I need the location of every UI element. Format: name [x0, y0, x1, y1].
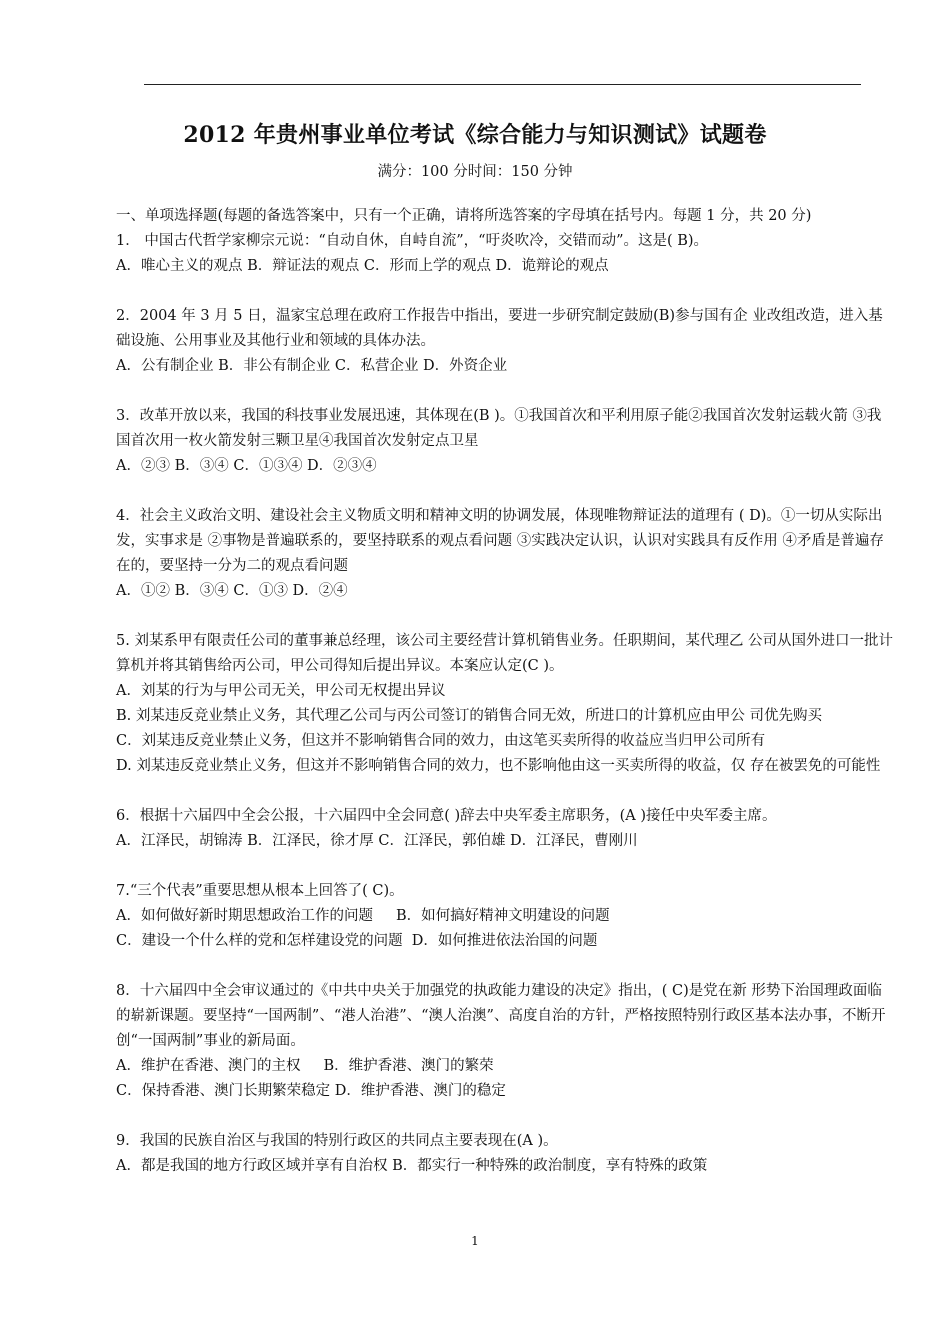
question-option-c: C．刘某违反竞业禁止义务，但这并不影响销售合同的效力，由这笔买卖所得的收益应当归甲公司所有 — [116, 733, 766, 749]
question-text: 2．2004 年 3 月 5 日，温家宝总理在政府工作报告中指出，要进一步研究制定鼓励(B)参与国有企 业改组改造，进入基础设施、公用事业及其他行业和领域的具体办法。 — [116, 308, 883, 349]
document-body — [116, 204, 894, 1179]
question-options-cd: C．建设一个什么样的党和怎样建设党的问题 D．如何推进依法治国的问题 — [116, 933, 598, 949]
header-rule — [144, 84, 861, 85]
section-heading: 一、单项选择题(每题的备选答案中，只有一个正确，请将所选答案的字母填在括号内。每题 1 分，共 20 分) — [116, 208, 812, 224]
question-options-cd: C．保持香港、澳门长期繁荣稳定 D．维护香港、澳门的稳定 — [116, 1083, 506, 1099]
document-title: 2012 年贵州事业单位考试《综合能力与知识测试》试题卷 — [183, 122, 767, 148]
question-text: 4．社会主义政治文明、建设社会主义物质文明和精神文明的协调发展，体现唯物辩证法的道理有 ( D)。①一切从实际出发，实事求是 ②事物是普遍联系的，要坚持联系的观点看问题 ③实践决定认识，认识对实践具有反作用 ④矛盾是普遍存在的，要坚持一分为二的观点看问题 — [116, 508, 884, 574]
question-2 — [116, 304, 894, 379]
question-5 — [116, 629, 894, 779]
question-option-b: B. 刘某违反竞业禁止义务，其代理乙公司与丙公司签订的销售合同无效，所进口的计算机应由甲公 司优先购买 — [116, 708, 822, 724]
question-text: 3．改革开放以来，我国的科技事业发展迅速，其体现在(B )。①我国首次和平利用原子能②我国首次发射运载火箭 ③我国首次用一枚火箭发射三颗卫星④我国首次发射定点卫星 — [116, 408, 882, 449]
question-options-ab: A．维护在香港、澳门的主权 B．维护香港、澳门的繁荣 — [116, 1058, 494, 1074]
question-8 — [116, 979, 894, 1104]
question-text: 5. 刘某系甲有限责任公司的董事兼总经理，该公司主要经营计算机销售业务。任职期间，某代理乙 公司从国外进口一批计算机并将其销售给丙公司，甲公司得知后提出异议。本案应认定(C )。 — [116, 633, 894, 674]
question-3 — [116, 404, 894, 479]
question-options: A．①② B．③④ C．①③ D．②④ — [116, 583, 348, 599]
question-text: 1． 中国古代哲学家柳宗元说：“自动自休，自峙自流”，“吁炎吹冷，交错而动”。这是( B)。 — [116, 233, 709, 249]
document-subtitle: 满分：100 分时间：150 分钟 — [377, 164, 573, 180]
question-options: A．②③ B．③④ C．①③④ D．②③④ — [116, 458, 377, 474]
question-options: A．都是我国的地方行政区域并享有自治权 B．都实行一种特殊的政治制度，享有特殊的政策 — [116, 1158, 708, 1174]
question-text: 8．十六届四中全会审议通过的《中共中央关于加强党的执政能力建设的决定》指出，( C)是党在新 形势下治国理政面临的崭新课题。要坚持“一国两制”、“港人治港”、“澳人治澳”、高度自治的方针，严格按照特别行政区基本法办事，不断开创“一国两制”事业的新局面。 — [116, 983, 886, 1049]
question-options: A．唯心主义的观点 B．辩证法的观点 C．形而上学的观点 D．诡辩论的观点 — [116, 258, 609, 274]
question-options: A．公有制企业 B．非公有制企业 C．私营企业 D．外资企业 — [116, 358, 508, 374]
page-number: 1 — [471, 1234, 479, 1248]
question-option-a: A．刘某的行为与甲公司无关，甲公司无权提出异议 — [116, 683, 446, 699]
question-1 — [116, 229, 894, 279]
question-options: A．江泽民，胡锦涛 B．江泽民，徐才厚 C．江泽民，郭伯雄 D．江泽民，曹刚川 — [116, 833, 638, 849]
question-text: 6．根据十六届四中全会公报，十六届四中全会同意( )辞去中央军委主席职务，(A )接任中央军委主席。 — [116, 808, 777, 824]
question-text: 7.“三个代表”重要思想从根本上回答了( C)。 — [116, 883, 404, 899]
question-9 — [116, 1129, 894, 1179]
question-4 — [116, 504, 894, 604]
question-6 — [116, 804, 894, 854]
question-7 — [116, 879, 894, 954]
question-options-ab: A．如何做好新时期思想政治工作的问题 B．如何搞好精神文明建设的问题 — [116, 908, 610, 924]
question-option-d: D. 刘某违反竞业禁止义务，但这并不影响销售合同的效力，也不影响他由这一买卖所得的收益，仅 存在被罢免的可能性 — [116, 758, 881, 774]
question-text: 9．我国的民族自治区与我国的特别行政区的共同点主要表现在(A )。 — [116, 1133, 558, 1149]
